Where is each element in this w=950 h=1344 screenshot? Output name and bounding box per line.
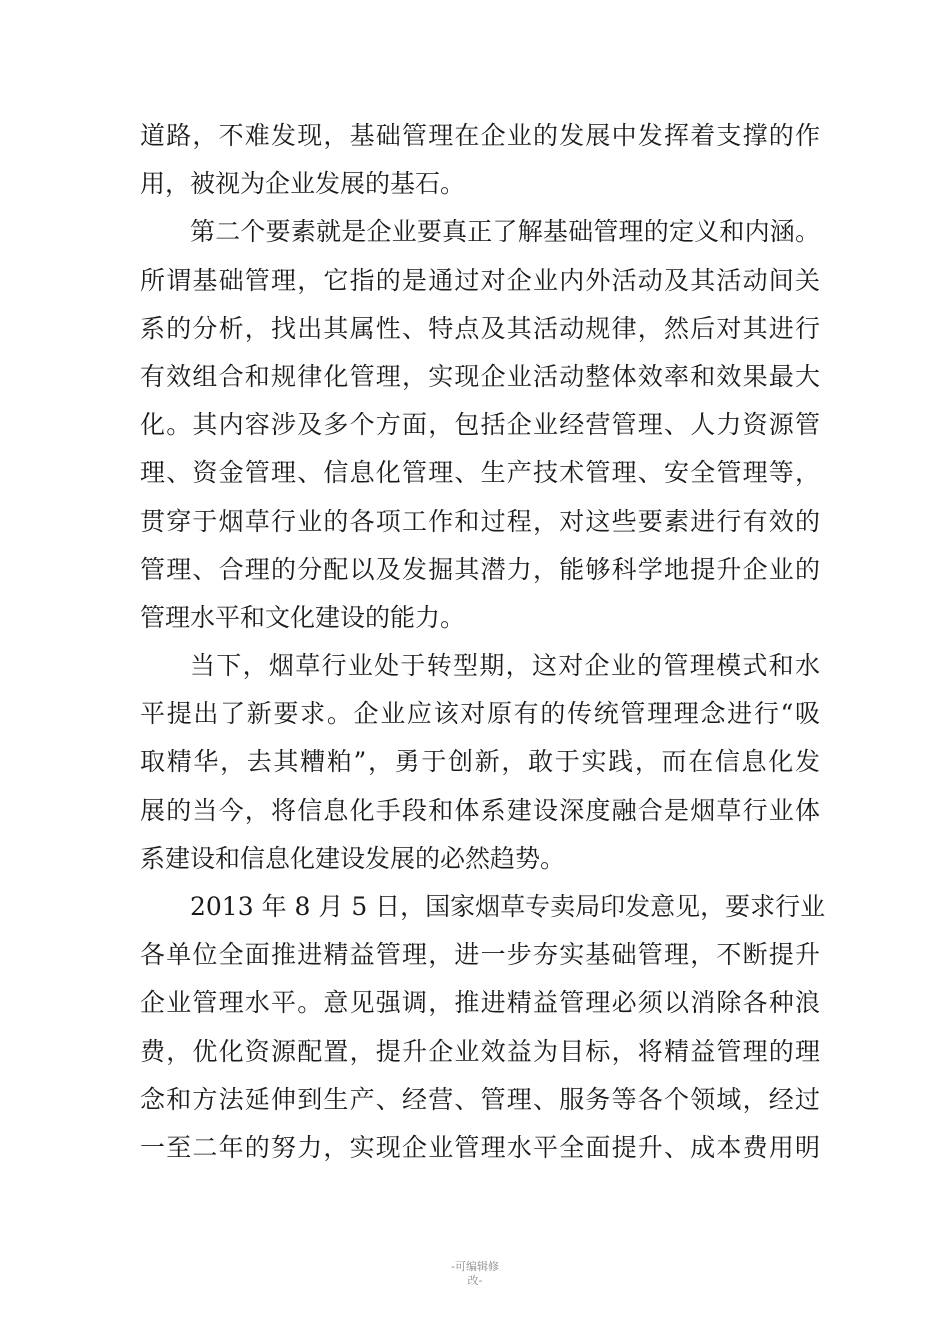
text-line: 费，优化资源配置，提升企业效益为目标，将精益管理的理 [140, 1036, 820, 1066]
text-line: 念和方法延伸到生产、经营、管理、服务等各个领域，经过 [140, 1084, 820, 1114]
text-line: 展的当今，将信息化手段和体系建设深度融合是烟草行业体 [140, 795, 820, 825]
footer-line-1: -可编辑修 [451, 1260, 499, 1273]
text-line: 化。其内容涉及多个方面，包括企业经营管理、人力资源管 [140, 410, 820, 440]
text-line: 理、资金管理、信息化管理、生产技术管理、安全管理等， [140, 458, 820, 488]
text-line: 企业管理水平。意见强调，推进精益管理必须以消除各种浪 [140, 988, 820, 1018]
text-line: 系建设和信息化建设发展的必然趋势。 [140, 843, 566, 873]
text-line: 一至二年的努力，实现企业管理水平全面提升、成本费用明 [140, 1132, 820, 1162]
footer-line-2: 改- [467, 1274, 483, 1287]
text-line: 管理水平和文化建设的能力。 [140, 602, 466, 632]
text-line: 道路，不难发现，基础管理在企业的发展中发挥着支撑的作 [140, 121, 820, 150]
text-line: 系的分析，找出其属性、特点及其活动规律，然后对其进行 [140, 313, 820, 343]
text-line: 取精华，去其糟粕”，勇于创新，敢于实践，而在信息化发 [140, 747, 820, 777]
text-line: 当下，烟草行业处于转型期，这对企业的管理模式和水 [190, 651, 820, 681]
page-footer [0, 1260, 950, 1288]
text-line: 贯穿于烟草行业的各项工作和过程，对这些要素进行有效的 [140, 506, 820, 536]
text-line: 用，被视为企业发展的基石。 [140, 169, 466, 199]
text-line: 管理、合理的分配以及发掘其潜力，能够科学地提升企业的 [140, 554, 820, 584]
text-line: 各单位全面推进精益管理，进一步夯实基础管理，不断提升 [140, 940, 820, 970]
text-line: 2013 年 8 月 5 日，国家烟草专卖局印发意见，要求行业 [190, 892, 826, 921]
text-line: 有效组合和规律化管理，实现企业活动整体效率和效果最大 [140, 361, 820, 391]
text-line: 所谓基础管理，它指的是通过对企业内外活动及其活动间关 [140, 265, 820, 295]
text-line: 第二个要素就是企业要真正了解基础管理的定义和内涵。 [190, 217, 820, 247]
body-text [140, 112, 826, 1172]
text-line: 平提出了新要求。企业应该对原有的传统管理理念进行“吸 [140, 699, 820, 729]
